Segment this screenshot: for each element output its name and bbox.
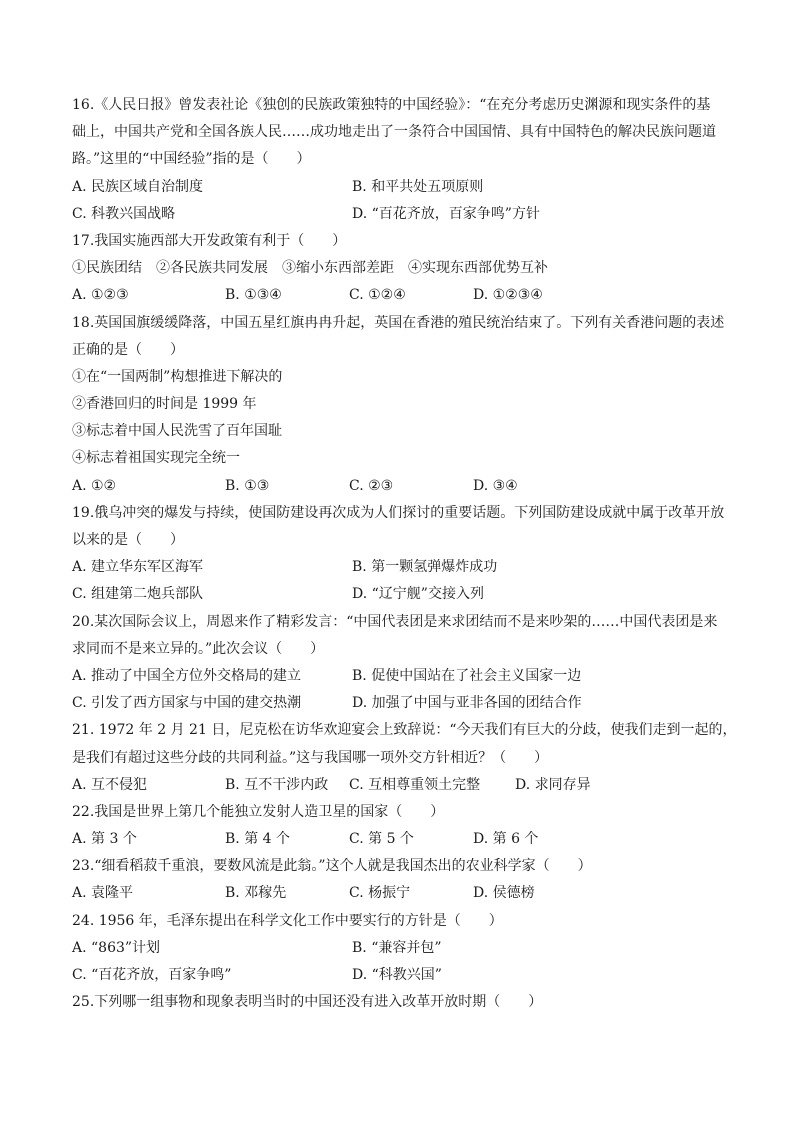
option-a[interactable]: A. 第 3 个 [72,831,137,848]
question-stem: 19.俄乌冲突的爆发与持续，使国防建设再次成为人们探讨的重要话题。下列国防建设成就中属于改革开放 [72,504,725,521]
option-d[interactable]: D. ③④ [473,477,518,494]
options-row [72,772,724,799]
options-row [72,174,724,201]
option-b[interactable]: B. “兼容并包” [352,939,442,956]
question-25 [72,989,724,1016]
options-row [72,282,724,309]
question-stem: 25.下列哪一组事物和现象表明当时的中国还没有进入改革开放时期（ ） [72,994,543,1011]
option-b[interactable]: B. 和平共处五项原则 [352,178,484,195]
question-stem: 路。”这里的“中国经验”指的是（ ） [72,151,311,168]
statement-3: ③标志着中国人民洗雪了百年国耻 [72,423,282,440]
option-c[interactable]: C. 组建第二炮兵部队 [72,586,204,603]
option-c[interactable]: C. 第 5 个 [349,831,414,848]
option-b[interactable]: B. ①③④ [225,287,282,304]
question-stem: 21. 1972 年 2 月 21 日，尼克松在访华欢迎宴会上致辞说：“今天我们有巨大的分歧，使我们走到一起的， [72,722,737,739]
option-a[interactable]: A. 民族区域自治制度 [72,178,204,195]
option-a[interactable]: A. ①②③ [72,287,129,304]
options-row [72,935,724,962]
option-a[interactable]: A. 互不侵犯 [72,776,148,793]
question-stem: 24. 1956 年，毛泽东提出在科学文化工作中要实行的方针是（ ） [72,912,503,929]
option-d[interactable]: D. “辽宁舰”交接入列 [352,586,484,603]
option-d[interactable]: D. 侯德榜 [473,885,535,902]
option-c[interactable]: C. 杨振宁 [349,885,411,902]
option-d[interactable]: D. 加强了中国与亚非各国的团结合作 [352,695,582,712]
option-c[interactable]: C. 互相尊重领土完整 [349,776,481,793]
question-22 [72,799,724,853]
options-row [72,690,724,717]
option-d[interactable]: D. 第 6 个 [473,831,539,848]
statement-2: ②香港回归的时间是 1999 年 [72,396,257,413]
option-c[interactable]: C. “百花齐放，百家争鸣” [72,967,232,983]
option-b[interactable]: B. 第 4 个 [225,831,290,848]
options-row [72,201,724,228]
question-18 [72,310,724,500]
question-stem: 18.英国国旗缓缓降落，中国五星红旗冉冉升起，英国在香港的殖民统治结束了。下列有关香港问题的表述 [72,314,725,331]
option-a[interactable]: A. “863”计划 [72,939,161,956]
option-a[interactable]: A. 袁隆平 [72,885,134,902]
question-stem: 础上，中国共产党和全国各族人民……成功地走出了一条符合中国国情、具有中国特色的解决民族问题道 [72,124,716,141]
question-17 [72,228,724,310]
question-stem: 20.某次国际会议上，周恩来作了精彩发言：“中国代表团是来求团结而不是来吵架的……中国代表团是来 [72,613,718,630]
question-23 [72,853,724,907]
option-d[interactable]: D. “科教兴国” [352,967,442,983]
statement-list: ①民族团结 ②各民族共同发展 ③缩小东西部差距 ④实现东西部优势互补 [72,260,548,277]
question-stem: 是我们有超过这些分歧的共同利益。”这与我国哪一项外交方针相近？（ ） [72,749,549,766]
question-stem: 23.“细看稻菽千重浪，要数风流是此翁。”这个人就是我国杰出的农业科学家（ ） [72,858,592,875]
options-row [72,581,724,608]
statement-1: ①在“一国两制”构想推进下解决的 [72,368,283,385]
options-row [72,554,724,581]
options-row [72,962,724,989]
statement-4: ④标志着祖国实现完全统一 [72,450,240,467]
option-c[interactable]: C. ②③ [349,477,394,494]
option-a[interactable]: A. 建立华东军区海军 [72,559,204,576]
option-a[interactable]: A. ①② [72,477,117,494]
options-row [72,663,724,690]
question-stem: 16.《人民日报》曾发表社论《独创的民族政策独特的中国经验》：“在充分考虑历史渊源和现实条件的基 [72,97,711,113]
option-b[interactable]: B. 第一颗氢弹爆炸成功 [352,559,498,576]
question-21 [72,717,737,799]
option-c[interactable]: C. 科教兴国战略 [72,205,176,222]
option-b[interactable]: B. 互不干涉内政 [225,776,329,793]
option-d[interactable]: D. ①②③④ [473,287,543,304]
question-20 [72,609,724,718]
question-stem: 正确的是（ ） [72,341,184,358]
options-row [72,880,724,907]
options-row [72,473,724,500]
question-16 [72,92,724,228]
question-24 [72,908,724,990]
option-b[interactable]: B. 促使中国站在了社会主义国家一边 [352,667,582,684]
option-b[interactable]: B. 邓稼先 [225,885,287,902]
question-stem: 求同而不是来立异的。”此次会议（ ） [72,640,325,657]
question-stem: 17.我国实施西部大开发政策有利于（ ） [72,232,347,249]
option-c[interactable]: C. 引发了西方国家与中国的建交热潮 [72,695,302,712]
option-c[interactable]: C. ①②④ [349,287,406,304]
exam-page [72,92,737,1016]
option-a[interactable]: A. 推动了中国全方位外交格局的建立 [72,667,302,684]
options-row [72,826,724,853]
option-b[interactable]: B. ①③ [225,477,270,494]
question-19 [72,500,724,609]
option-d[interactable]: D. 求同存异 [515,776,591,793]
question-stem: 以来的是（ ） [72,532,184,548]
question-stem: 22.我国是世界上第几个能独立发射人造卫星的国家（ ） [72,803,445,820]
option-d[interactable]: D. “百花齐放，百家争鸣”方针 [352,205,540,222]
